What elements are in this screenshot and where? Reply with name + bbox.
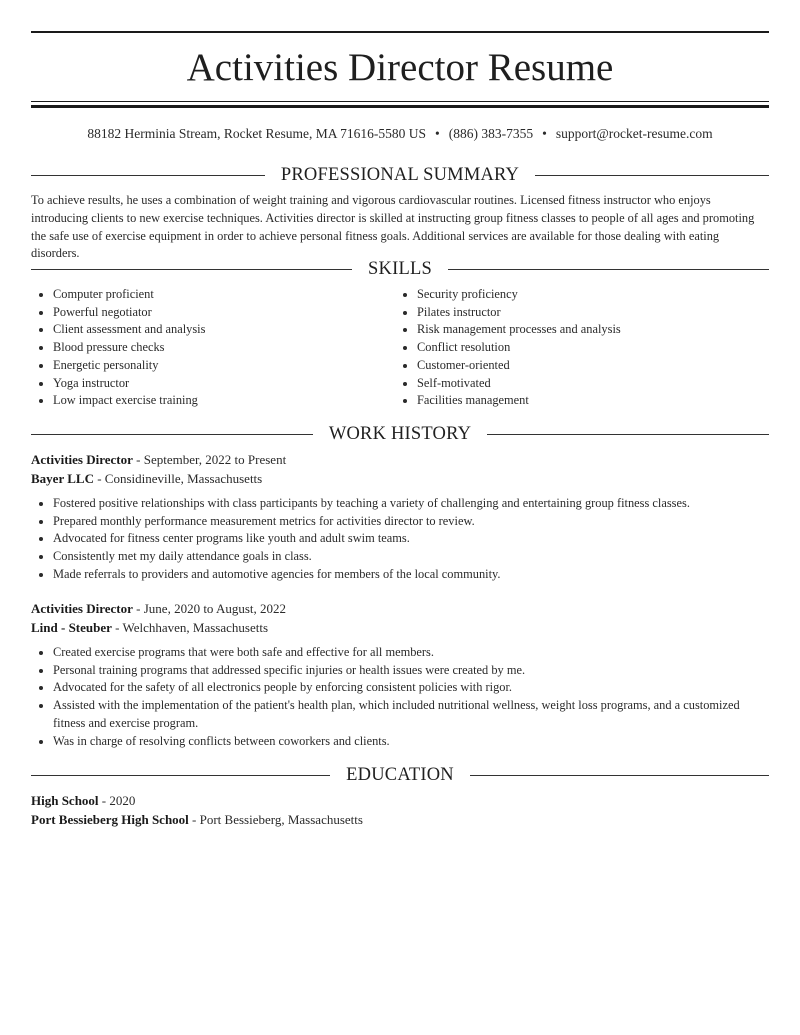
education-degree: High School — [31, 793, 99, 808]
job-company: Lind - Steuber — [31, 619, 112, 635]
job-bullet: Advocated for the safety of all electronics people by enforcing consistent policies with rigor. — [31, 679, 769, 697]
job-company-line — [31, 470, 769, 489]
job-company-line — [31, 619, 769, 638]
job-entry — [31, 451, 769, 584]
resume-title: Activities Director Resume — [186, 46, 614, 89]
section-heading-work-history — [31, 422, 769, 446]
job-bullet: Personal training programs that addressed specific injuries or health issues were created by me. — [31, 662, 769, 680]
job-bullet: Created exercise programs that were both safe and effective for all members. — [31, 644, 769, 662]
header-thick-rule — [31, 105, 769, 108]
section-heading-skills — [31, 257, 769, 281]
section-heading-education — [31, 763, 769, 787]
job-bullet: Prepared monthly performance measurement metrics for activities director to review. — [31, 513, 769, 531]
skill-item: Powerful negotiator — [31, 304, 205, 322]
divider-line — [487, 434, 769, 435]
skill-item: Security proficiency — [395, 286, 621, 304]
job-title-line — [31, 451, 769, 470]
education-school-line — [31, 811, 769, 830]
section-title: PROFESSIONAL SUMMARY — [280, 165, 520, 185]
job-title: Activities Director — [31, 601, 133, 616]
skill-item: Computer proficient — [31, 286, 205, 304]
divider-line — [470, 775, 769, 776]
skill-item: Low impact exercise training — [31, 392, 205, 410]
contact-phone: (886) 383-7355 — [448, 126, 534, 141]
summary-text: To achieve results, he uses a combination of weight training and vigorous cardiovascular routines. Licensed fitness instructor who enjoys introducing clients to new exercise techniques. Activities director is skilled at instructing group fitness classes to people of all ages and promoting the safe use of exercise equipment in order to achieve personal fitness goals. Additional services are available for those dealing with eating disorders. — [31, 193, 755, 261]
education-degree-line — [31, 792, 769, 811]
skill-item: Facilities management — [395, 392, 621, 410]
job-company: Bayer LLC — [31, 470, 94, 486]
job-bullet: Consistently met my daily attendance goals in class. — [31, 548, 769, 566]
skill-item: Client assessment and analysis — [31, 321, 205, 339]
job-bullets — [31, 495, 769, 584]
skill-item: Risk management processes and analysis — [395, 321, 621, 339]
education-entry — [31, 792, 769, 829]
skill-item: Blood pressure checks — [31, 339, 205, 357]
job-dates: - September, 2022 to Present — [132, 452, 287, 467]
section-title: SKILLS — [368, 259, 432, 279]
skill-item: Yoga instructor — [31, 375, 205, 393]
job-title: Activities Director — [31, 452, 133, 467]
divider-line — [31, 434, 313, 435]
section-title: EDUCATION — [346, 765, 454, 785]
education-school: Port Bessieberg High School — [31, 811, 189, 827]
job-dates: - June, 2020 to August, 2022 — [132, 601, 287, 616]
section-title: WORK HISTORY — [328, 424, 472, 444]
job-bullets — [31, 644, 769, 750]
contact-email: support@rocket-resume.com — [555, 126, 713, 141]
education-location: - Port Bessieberg, Massachusetts — [188, 811, 363, 827]
skills-list-left — [31, 286, 205, 410]
job-bullet: Advocated for fitness center programs like youth and adult swim teams. — [31, 530, 769, 548]
skill-item: Energetic personality — [31, 357, 205, 375]
contact-separator: • — [542, 126, 547, 141]
job-bullet: Made referrals to providers and automotive agencies for members of the local community. — [31, 566, 769, 584]
job-bullet: Assisted with the implementation of the patient's health plan, which included nutritional wellness, weight loss programs, and a customized fitness and exercise program. — [31, 697, 769, 732]
header-top-rule — [31, 31, 769, 33]
contact-separator: • — [434, 126, 440, 141]
divider-line — [31, 775, 330, 776]
education-year: - 2020 — [98, 793, 136, 808]
skill-item: Self-motivated — [395, 375, 621, 393]
divider-line — [535, 175, 769, 176]
job-bullet: Fostered positive relationships with class participants by teaching a variety of challenging and entertaining group fitness classes. — [31, 495, 769, 513]
skill-item: Pilates instructor — [395, 304, 621, 322]
job-bullet: Was in charge of resolving conflicts between coworkers and clients. — [31, 733, 769, 751]
contact-line — [31, 125, 769, 143]
divider-line — [31, 269, 352, 270]
job-location: - Considineville, Massachusetts — [93, 470, 263, 486]
job-location: - Welchhaven, Massachusetts — [111, 619, 269, 635]
skill-item: Customer-oriented — [395, 357, 621, 375]
skill-item: Conflict resolution — [395, 339, 621, 357]
divider-line — [31, 175, 265, 176]
section-heading-summary — [31, 163, 769, 187]
header-thin-rule — [31, 101, 769, 102]
divider-line — [448, 269, 769, 270]
job-entry — [31, 600, 769, 750]
job-title-line — [31, 600, 769, 619]
skills-list-right — [395, 286, 621, 410]
contact-address: 88182 Herminia Stream, Rocket Resume, MA 71616-5580 US — [87, 126, 426, 141]
